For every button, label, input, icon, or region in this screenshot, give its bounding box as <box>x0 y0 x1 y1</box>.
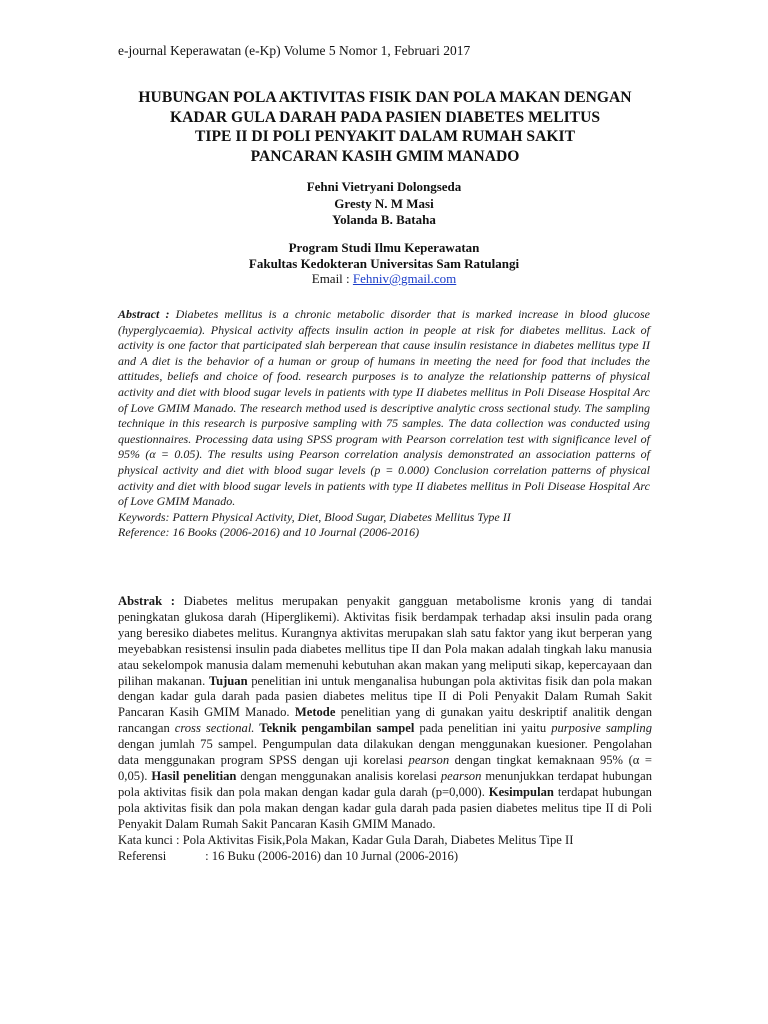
pearson-term: pearson <box>440 768 482 783</box>
title-line: HUBUNGAN POLA AKTIVITAS FISIK DAN POLA MAKAN DENGAN <box>138 89 632 106</box>
abstract-id-body <box>118 594 652 833</box>
referensi-line <box>118 849 652 865</box>
teknik-label: Teknik pengambilan sampel <box>254 721 415 736</box>
abstract-english <box>118 307 650 541</box>
program-name: Program Studi Ilmu Keperawatan <box>288 240 480 255</box>
abstract-id-text: terdapat hubungan pola aktivitas fisik dan pola makan dengan kadar gula darah pada pasien diabetes melitus tipe II di Poli Penyakit Dalam Rumah Sakit Pancaran Kasih GMIM Manado. <box>118 784 652 831</box>
author-name: Gresty N. M Masi <box>334 195 434 211</box>
email-link[interactable]: Fehniv@gmail.com <box>352 271 457 286</box>
email-line <box>0 271 768 287</box>
title-line: TIPE II DI POLI PENYAKIT DALAM RUMAH SAKIT <box>195 128 575 145</box>
author-name: Yolanda B. Bataha <box>332 212 436 227</box>
abstract-id-text: dengan menggunakan analisis korelasi <box>236 768 441 783</box>
author-list <box>0 179 768 229</box>
abstract-id-text: Diabetes melitus merupakan penyakit gangguan metabolisme kronis yang di tandai peningkatan glukosa darah (Hiperglikemi). Aktivitas fisik berdampak terhadap aksi insulin pada orang yang beresiko diabetes melitus. Kurangnya aktivitas merupakan slah satu faktor yang ikut berperan yang meyebabkan resistensi insulin pada diabetes mellitus tipe II dan Pola makan adalah tingkah laku manusia atau sekelompok manusia dalam memenuhi kebutuhan akan makan yang meliputi sikap, kepercayaan dan pilihan makanan. <box>118 594 652 688</box>
email-label: Email : <box>311 271 353 286</box>
title-line: KADAR GULA DARAH PADA PASIEN DIABETES MELITUS <box>169 108 601 126</box>
faculty-name: Fakultas Kedokteran Universitas Sam Ratulangi <box>248 255 520 271</box>
tujuan-label: Tujuan <box>208 673 248 688</box>
abstract-indonesian <box>118 594 652 864</box>
pearson-term: pearson <box>408 753 450 768</box>
kesimpulan-label: Kesimpulan <box>488 784 554 799</box>
author-name: Fehni Vietryani Dolongseda <box>306 179 462 194</box>
title-line: PANCARAN KASIH GMIM MANADO <box>250 147 520 165</box>
reference-en: Reference: 16 Books (2006-2016) and 10 Journal (2006-2016) <box>118 525 420 540</box>
affiliation <box>0 240 768 287</box>
kata-kunci-line <box>118 833 652 849</box>
abstract-id-text: dengan jumlah 75 sampel. Pengumpulan data dilakukan dengan menggunakan kuesioner. Pengolahan data menggunakan program SPSS dengan uji korelasi <box>118 737 652 768</box>
hasil-label: Hasil penelitian <box>151 768 237 783</box>
abstract-id-text: pada penelitian ini yaitu <box>414 721 552 736</box>
teknik-term: purposive sampling <box>551 721 653 736</box>
abstract-id-text: penelitian yang di gunakan yaitu deskriptif analitik dengan rancangan <box>118 705 652 736</box>
abstract-en-text: Diabetes mellitus is a chronic metabolic disorder that is marked increase in blood glucose (hyperglycaemia). Physical activity affects insulin action in people at risk for diabetes mellitus. Lack of activity is one factor that participated slah berperean that cause insulin resistance in diabetes mellitus type II and A diet is the behavior of a human or group of humans in meeting the need for food that includes the attitudes, beliefs and choice of food. research purposes is to analyze the relationship patterns of physical activity and diet with blood sugar levels in patients with type II diabetes mellitus in Poli Disease Hospital Arc of Love GMIM Manado. The research method used is descriptive analytic cross sectional study. The sampling technique in this research is purposive sampling with 75 samples. The data collection was conducted using questionnaires. Processing data using SPSS program with Pearson correlation test with significance level of 95% (α = 0.05). The results using Pearson correlation analysis demonstrated an association patterns of physical activity and diet with blood sugar levels (p = 0.000) Conclusion correlation patterns of physical activity and diet with blood sugar levels in patients with type II diabetes mellitus in Poli Disease Hospital Arc of Love GMIM Manado. <box>118 307 651 509</box>
metode-label: Metode <box>294 705 336 720</box>
paper-title <box>90 88 680 166</box>
abstract-id-text: dengan tingkat kemaknaan 95% (α = 0,05). <box>118 753 652 783</box>
keywords-en: Keywords: Pattern Physical Activity, Diet, Blood Sugar, Diabetes Mellitus Type II <box>118 509 511 524</box>
abstract-en-label: Abstract : <box>118 307 170 321</box>
abstract-en-body <box>118 307 650 510</box>
metode-term: cross sectional. <box>174 721 255 736</box>
abstract-id-text: menunjukkan terdapat hubungan pola aktivitas fisik dan pola makan dengan kadar gula darah (p=0,000). <box>118 768 652 799</box>
kata-kunci-label: Kata kunci <box>118 832 173 847</box>
journal-header: e-journal Keperawatan (e-Kp) Volume 5 Nomor 1, Februari 2017 <box>118 43 471 58</box>
referensi-value: : 16 Buku (2006-2016) dan 10 Jurnal (2006-2016) <box>202 848 459 863</box>
referensi-label: Referensi <box>118 848 167 863</box>
abstrak-label: Abstrak : <box>118 594 175 608</box>
kata-kunci-value: : Pola Aktivitas Fisik,Pola Makan, Kadar Gula Darah, Diabetes Melitus Tipe II <box>172 832 574 847</box>
abstract-id-text: penelitian ini untuk menganalisa hubungan pola aktivitas fisik dan pola makan dengan kadar gula darah pada pasien diabetes melitus tipe II di Poli Penyakit Dalam Rumah Sakit Pancaran Kasih GMIM Manado. <box>118 673 652 720</box>
